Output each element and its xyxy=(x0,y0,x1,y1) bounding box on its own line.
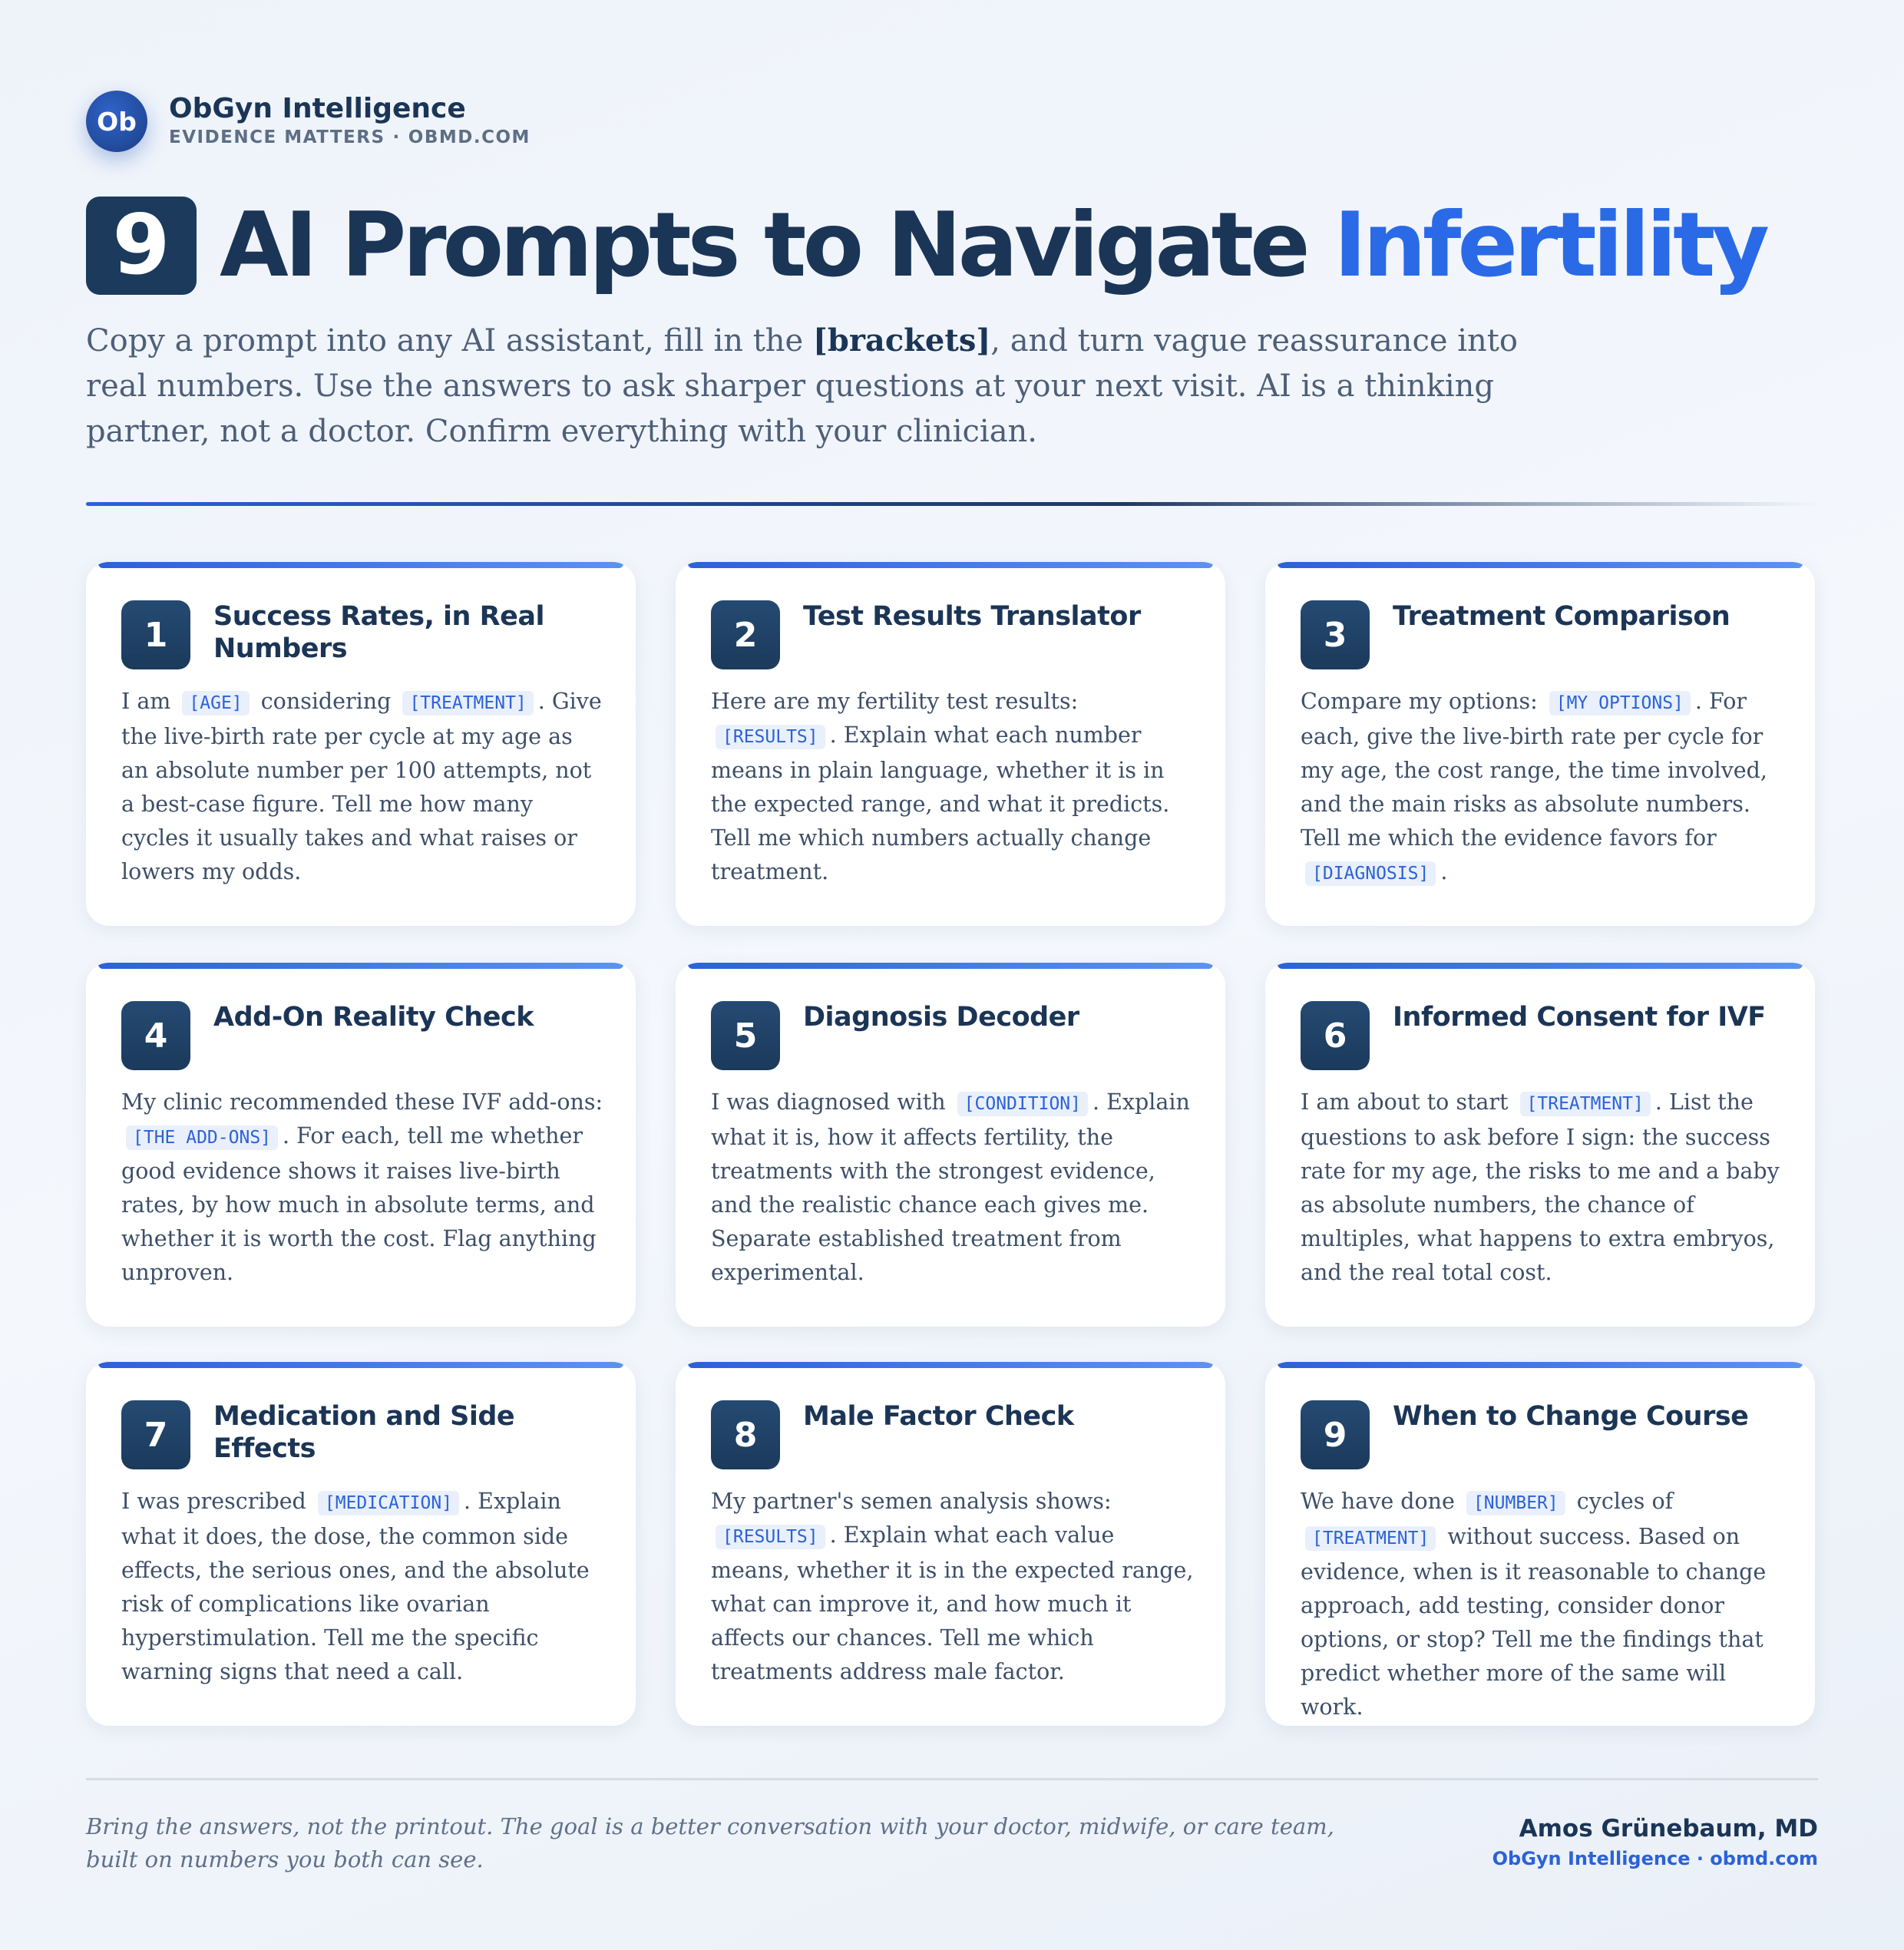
card-title: Medication and Side Effects xyxy=(213,1401,515,1464)
prompt-text-segment: I was diagnosed with xyxy=(711,1089,953,1115)
card-prompt-text[interactable] xyxy=(1301,1086,1784,1290)
prompt-text-segment: I am xyxy=(121,689,178,714)
card-number-badge: 3 xyxy=(1301,600,1370,669)
card-number-badge: 5 xyxy=(711,1001,780,1070)
card-prompt-text[interactable] xyxy=(711,1485,1195,1689)
card-prompt-text[interactable] xyxy=(711,685,1195,889)
placeholder-chip: [TREATMENT] xyxy=(1520,1092,1651,1116)
brand-name: ObGyn Intelligence xyxy=(169,93,466,124)
tagline-text: EVIDENCE MATTERS xyxy=(169,127,385,147)
prompt-text-segment: . List the questions to ask before I sign: the success rate for my age, the risks to me and a baby as absolute numbers, the chance of multiples, what happens to extra embryos, and the real total cost. xyxy=(1301,1089,1780,1285)
prompt-card[interactable] xyxy=(676,963,1225,1327)
footer-author: Amos Grünebaum, MD xyxy=(1519,1815,1818,1843)
footer-divider xyxy=(86,1778,1818,1780)
prompt-text-segment: cycles of xyxy=(1569,1489,1674,1514)
prompt-text-segment: I am about to start xyxy=(1301,1089,1516,1115)
prompt-text-segment: Here are my fertility test results: xyxy=(711,689,1079,714)
prompt-card[interactable] xyxy=(676,562,1225,926)
prompt-card[interactable] xyxy=(1265,963,1815,1327)
placeholder-chip: [MEDICATION] xyxy=(318,1491,459,1515)
card-number-badge: 1 xyxy=(121,600,190,669)
prompt-text-segment: . For each, give the live-birth rate per cycle for my age, the cost range, the time involved, and the main risks as absolute numbers. Tell me which the evidence favors for xyxy=(1301,689,1767,851)
intro-brackets: [brackets] xyxy=(812,322,991,359)
card-title: Success Rates, in Real Numbers xyxy=(213,601,544,664)
prompt-text-segment: . Give the live-birth rate per cycle at my age as an absolute number per 100 attempts, not a best-case figure. Tell me how many cycles it usually takes and what raises or lowers my odds. xyxy=(121,689,602,884)
card-title: When to Change Course xyxy=(1393,1401,1749,1432)
title-accent: Infertility xyxy=(1334,193,1767,297)
prompt-text-segment: My clinic recommended these IVF add-ons: xyxy=(121,1089,603,1115)
card-prompt-text[interactable] xyxy=(711,1086,1195,1290)
card-number-badge: 4 xyxy=(121,1001,190,1070)
placeholder-chip: [RESULTS] xyxy=(716,1525,825,1549)
card-number-badge: 7 xyxy=(121,1400,190,1469)
footer-site[interactable]: ObGyn Intelligence · obmd.com xyxy=(1492,1848,1818,1869)
card-prompt-text[interactable] xyxy=(121,685,605,889)
placeholder-chip: [RESULTS] xyxy=(716,725,825,749)
placeholder-chip: [TREATMENT] xyxy=(402,691,533,716)
title-main: AI Prompts to Navigate xyxy=(220,193,1307,297)
prompt-text-segment: considering xyxy=(253,689,398,714)
card-title: Male Factor Check xyxy=(803,1401,1074,1432)
card-prompt-text[interactable] xyxy=(1301,685,1784,891)
header-divider xyxy=(86,502,1818,506)
placeholder-chip: [NUMBER] xyxy=(1466,1491,1565,1515)
intro-before: Copy a prompt into any AI assistant, fill in the xyxy=(86,323,813,359)
brand-domain[interactable]: OBMD.COM xyxy=(408,127,531,147)
prompt-card[interactable] xyxy=(86,562,636,926)
prompt-card[interactable] xyxy=(676,1362,1225,1726)
card-number-badge: 9 xyxy=(1301,1400,1370,1469)
prompt-text-segment: without success. Based on evidence, when is it reasonable to change approach, add testing, consider donor options, or stop? Tell me the findings that predict whether more of the same will work. xyxy=(1301,1524,1767,1720)
prompt-text-segment: My partner's semen analysis shows: xyxy=(711,1489,1112,1514)
card-number-badge: 6 xyxy=(1301,1001,1370,1070)
card-title: Diagnosis Decoder xyxy=(803,1002,1079,1033)
card-title: Informed Consent for IVF xyxy=(1393,1002,1766,1033)
prompt-text-segment: I was prescribed xyxy=(121,1489,313,1514)
card-title: Test Results Translator xyxy=(803,601,1141,632)
card-title: Treatment Comparison xyxy=(1393,601,1730,632)
title-number-badge: 9 xyxy=(86,197,197,295)
brand-logo[interactable]: Ob xyxy=(86,91,147,152)
prompt-text-segment: . Explain what each number means in plain language, whether it is in the expected range, and what it predicts. Tell me which numbers actually change treatment. xyxy=(711,722,1170,884)
placeholder-chip: [AGE] xyxy=(182,691,249,716)
placeholder-chip: [MY OPTIONS] xyxy=(1549,691,1691,716)
placeholder-chip: [TREATMENT] xyxy=(1305,1526,1436,1551)
brand-header xyxy=(86,91,531,152)
card-prompt-text[interactable] xyxy=(121,1485,605,1689)
prompt-card[interactable] xyxy=(86,1362,636,1726)
prompt-text-segment: . xyxy=(1440,859,1448,884)
card-title: Add-On Reality Check xyxy=(213,1002,534,1033)
placeholder-chip: [THE ADD-ONS] xyxy=(126,1125,278,1150)
card-number-badge: 8 xyxy=(711,1400,780,1469)
prompt-text-segment: . Explain what each value means, whether it is in the expected range, what can improve it, and how much it affects our chances. Tell me which treatments address male factor. xyxy=(711,1522,1194,1684)
prompt-text-segment: . Explain what it is, how it affects fertility, the treatments with the strongest evidence, and the realistic chance each gives me. Separate established treatment from experimental. xyxy=(711,1089,1190,1285)
placeholder-chip: [DIAGNOSIS] xyxy=(1305,861,1436,886)
card-prompt-text[interactable] xyxy=(1301,1485,1784,1724)
prompt-card[interactable] xyxy=(1265,1362,1815,1726)
prompt-text-segment: Compare my options: xyxy=(1301,689,1545,714)
footer-note: Bring the answers, not the printout. The goal is a better conversation with your doctor, midwife, or care team, built on numbers you both can see. xyxy=(86,1813,1334,1872)
prompt-card[interactable] xyxy=(1265,562,1815,926)
tagline-separator: · xyxy=(392,127,401,147)
prompt-text-segment: . Explain what it does, the dose, the common side effects, the serious ones, and the absolute risk of complications like ovarian hyperstimulation. Tell me the specific warning signs that need a call. xyxy=(121,1489,590,1684)
intro-paragraph xyxy=(86,318,1545,454)
card-number-badge: 2 xyxy=(711,600,780,669)
prompt-text-segment: . For each, tell me whether good evidence shows it raises live-birth rates, by how much in absolute terms, and whether it is worth the cost. Flag anything unproven. xyxy=(121,1123,597,1285)
prompt-text-segment: We have done xyxy=(1301,1489,1462,1514)
page-title xyxy=(86,193,1766,297)
title-text xyxy=(220,193,1766,297)
intro-after: , and turn vague reassurance into real numbers. Use the answers to ask sharper questions at your next visit. AI is a thinking partner, not a doctor. Confirm everything with your clinician. xyxy=(86,323,1518,449)
brand-tagline xyxy=(169,126,531,149)
card-prompt-text[interactable] xyxy=(121,1086,605,1290)
brand-text xyxy=(169,94,531,149)
prompt-card[interactable] xyxy=(86,963,636,1327)
placeholder-chip: [CONDITION] xyxy=(957,1092,1088,1116)
